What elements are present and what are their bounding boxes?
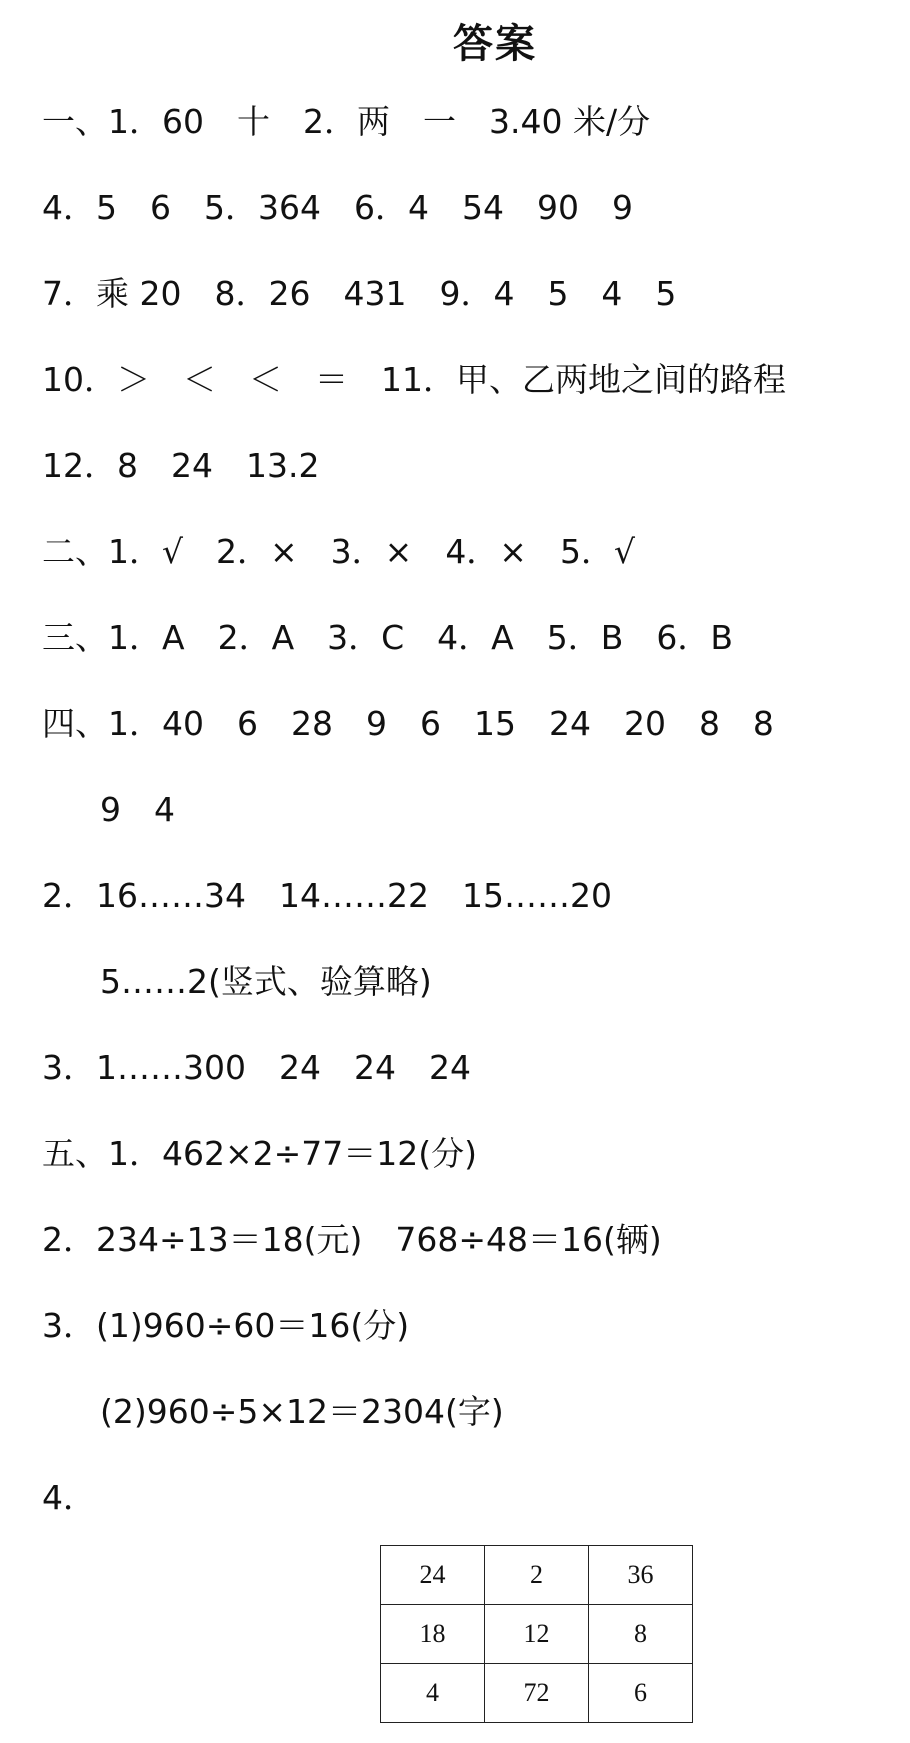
table-cell: 24	[381, 1546, 485, 1605]
answer-line-2: 4．5 6 5．364 6．4 54 90 9	[42, 188, 633, 227]
answer-line-14: 2．234÷13＝18(元) 768÷48＝16(辆)	[42, 1220, 662, 1259]
table-row	[381, 1664, 693, 1723]
answer-line-11: 5……2(竖式、验算略)	[100, 962, 432, 1001]
table-cell: 2	[485, 1546, 589, 1605]
table-cell: 72	[485, 1664, 589, 1723]
table-cell: 12	[485, 1605, 589, 1664]
table-cell: 36	[589, 1546, 693, 1605]
answer-line-15: 3．(1)960÷60＝16(分)	[42, 1306, 410, 1345]
answer-line-8: 四、1．40 6 28 9 6 15 24 20 8 8	[42, 704, 774, 743]
answer-line-4: 10．＞ ＜ ＜ ＝ 11．甲、乙两地之间的路程	[42, 360, 786, 399]
answer-line-6: 二、1．√ 2．× 3．× 4．× 5．√	[42, 532, 635, 571]
answer-line-9: 9 4	[100, 790, 175, 829]
table-cell: 6	[589, 1664, 693, 1723]
table-cell: 8	[589, 1605, 693, 1664]
table-row	[381, 1546, 693, 1605]
answer-line-1: 一、1．60 十 2．两 一 3.40 米/分	[42, 102, 651, 141]
answer-line-13: 五、1．462×2÷77＝12(分)	[42, 1134, 478, 1173]
answer-line-17: 4．	[42, 1478, 96, 1517]
table-cell: 18	[381, 1605, 485, 1664]
answer-line-10: 2．16……34 14……22 15……20	[42, 876, 612, 915]
answer-line-12: 3．1……300 24 24 24	[42, 1048, 471, 1087]
table-cell: 4	[381, 1664, 485, 1723]
answer-line-16: (2)960÷5×12＝2304(字)	[100, 1392, 504, 1431]
table-row	[381, 1605, 693, 1664]
answer-line-3: 7．乘 20 8．26 431 9．4 5 4 5	[42, 274, 677, 313]
answer-line-7: 三、1．A 2．A 3．C 4．A 5．B 6．B	[42, 618, 734, 657]
page-title: 答案	[453, 21, 537, 67]
magic-square-table	[380, 1545, 693, 1723]
answer-line-5: 12．8 24 13.2	[42, 446, 320, 485]
